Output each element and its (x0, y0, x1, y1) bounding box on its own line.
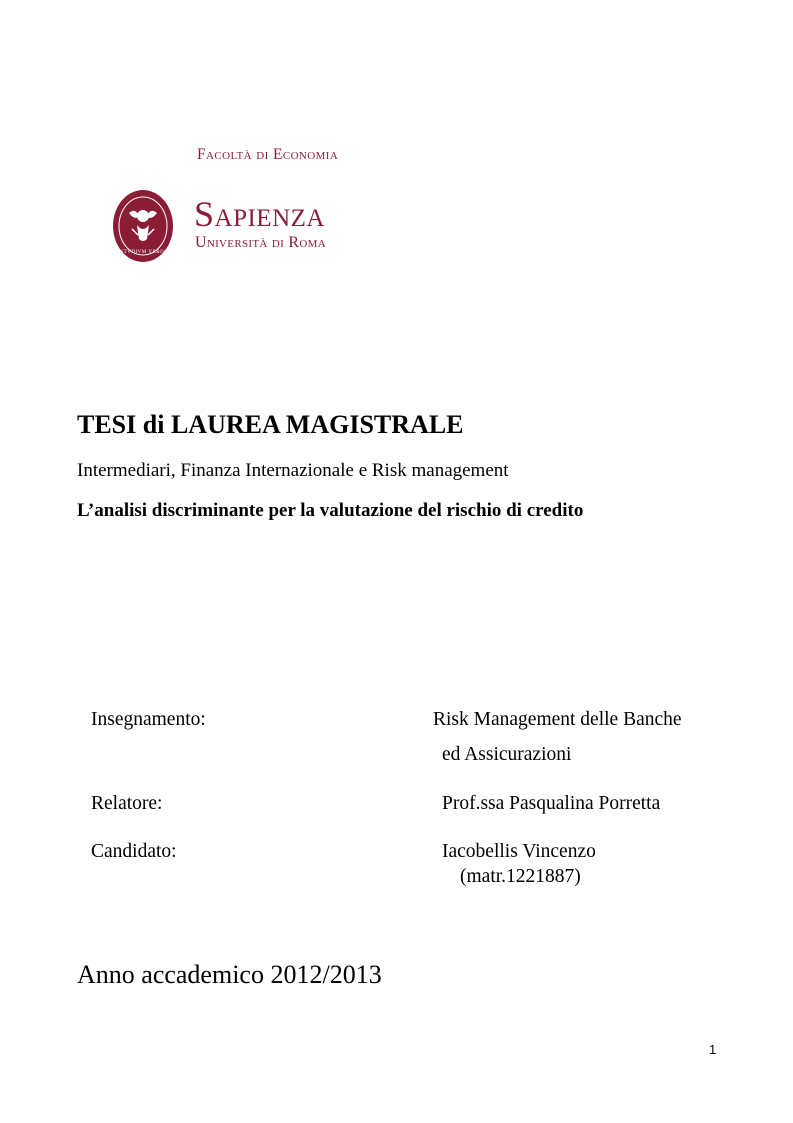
advisor-value: Prof.ssa Pasqualina Porretta (442, 793, 661, 814)
subject-value-line2: ed Assicurazioni (442, 744, 572, 765)
advisor-label: Relatore: (91, 793, 163, 814)
thesis-type: TESI di LAUREA MAGISTRALE (77, 410, 464, 439)
candidate-label: Candidato: (91, 841, 177, 862)
candidate-value: Iacobellis Vincenzo (442, 841, 596, 862)
subject-value-line1: Risk Management delle Banche (433, 709, 682, 730)
faculty-name: Facoltà di Economia (197, 146, 339, 163)
page-number: 1 (709, 1042, 717, 1057)
thesis-title: L’analisi discriminante per la valutazione del rischio di credito (77, 500, 584, 521)
seal-text: STVDIVM VRBIS (120, 250, 166, 255)
course-name: Intermediari, Finanza Internazionale e Risk management (77, 460, 509, 481)
academic-year: Anno accademico 2012/2013 (77, 960, 382, 989)
university-subtitle: Università di Roma (195, 234, 326, 251)
candidate-matriculation: (matr.1221887) (460, 866, 581, 887)
subject-label: Insegnamento: (91, 709, 206, 730)
university-name: Sapienza (194, 194, 325, 234)
sapienza-seal-icon (112, 189, 174, 263)
